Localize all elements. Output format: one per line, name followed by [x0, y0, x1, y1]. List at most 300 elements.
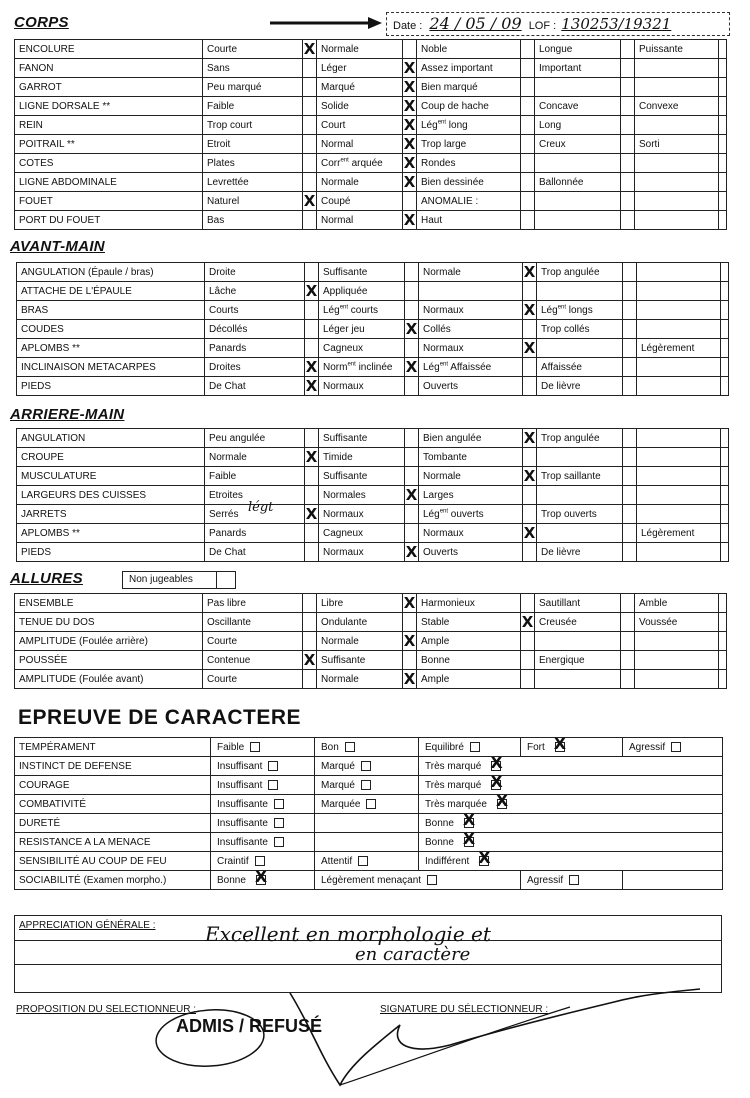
row-label: BRAS	[17, 301, 205, 320]
check-cell[interactable]: X	[303, 40, 316, 58]
check-cell[interactable]	[305, 339, 319, 358]
option-label: Faible	[217, 741, 245, 753]
option-label: Sans	[203, 59, 303, 78]
check-cell[interactable]	[305, 263, 319, 282]
check-cell[interactable]	[405, 467, 419, 486]
option-label: Levrettée	[203, 173, 303, 192]
check-cell[interactable]: X	[523, 524, 536, 542]
row-label: ANGULATION (Épaule / bras)	[17, 263, 205, 282]
check-cell[interactable]	[303, 135, 317, 154]
check-cell[interactable]: X	[523, 263, 536, 281]
option-label: Normal	[317, 135, 403, 154]
check-cell[interactable]	[721, 301, 729, 320]
table-row	[17, 524, 729, 543]
checkbox[interactable]	[358, 856, 368, 866]
option-label: Normales	[319, 486, 405, 505]
option-label: Creux	[535, 135, 621, 154]
checkbox[interactable]	[250, 742, 260, 752]
check-cell[interactable]	[719, 154, 727, 173]
check-cell[interactable]: X	[305, 377, 318, 395]
option-label: Lég$^{ent}$ Affaissée	[419, 358, 523, 377]
check-cell[interactable]	[405, 377, 419, 396]
check-cell[interactable]: X	[403, 594, 416, 612]
check-cell[interactable]	[405, 524, 419, 543]
row-label: JARRETS	[17, 505, 205, 524]
check-cell[interactable]	[521, 97, 535, 116]
check-cell[interactable]	[719, 78, 727, 97]
table-row	[15, 871, 723, 890]
table-row	[17, 377, 729, 396]
check-cell[interactable]	[405, 339, 419, 358]
check-cell[interactable]	[403, 651, 417, 670]
option-label: Court	[317, 116, 403, 135]
option-label: Serrés	[205, 505, 305, 524]
option-label: Rondes	[417, 154, 521, 173]
check-cell[interactable]: X	[405, 543, 418, 561]
option-label: Ondulante	[317, 613, 403, 632]
check-cell[interactable]: X	[523, 301, 536, 319]
option-cell	[315, 795, 419, 814]
table-row	[15, 173, 727, 192]
check-cell[interactable]	[621, 632, 635, 651]
check-cell[interactable]: X	[403, 632, 416, 650]
check-cell[interactable]	[305, 543, 319, 562]
check-cell[interactable]: X	[521, 613, 534, 631]
check-cell[interactable]	[303, 211, 317, 230]
option-label: Suffisante	[317, 651, 403, 670]
check-cell[interactable]	[621, 670, 635, 689]
checkbox[interactable]	[497, 799, 507, 809]
admis-circle-mark	[150, 1002, 270, 1072]
option-label: Indifférent	[425, 855, 470, 867]
check-cell[interactable]	[621, 651, 635, 670]
option-label: De Chat	[205, 377, 305, 396]
option-label: Etroites	[205, 486, 305, 505]
checkbox[interactable]	[268, 780, 278, 790]
option-label	[635, 192, 719, 211]
avant-main-table	[16, 262, 729, 396]
option-label: Décollés	[205, 320, 305, 339]
check-cell[interactable]	[521, 632, 535, 651]
check-cell[interactable]	[623, 486, 637, 505]
option-label: Voussée	[635, 613, 719, 632]
option-label	[635, 632, 719, 651]
check-cell[interactable]	[721, 448, 729, 467]
row-label: RESISTANCE A LA MENACE	[15, 833, 211, 852]
check-cell[interactable]	[521, 135, 535, 154]
row-label: ANGULATION	[17, 429, 205, 448]
appreciation-text-line2: en caractère	[355, 944, 471, 965]
checkbox[interactable]	[361, 761, 371, 771]
option-label: Panards	[205, 524, 305, 543]
option-cell	[521, 738, 623, 757]
row-label: PORT DU FOUET	[15, 211, 203, 230]
check-cell[interactable]	[721, 486, 729, 505]
option-label: Corr$^{ent}$ arquée	[317, 154, 403, 173]
row-label: FANON	[15, 59, 203, 78]
empty-cell	[623, 871, 723, 890]
check-cell[interactable]	[719, 670, 727, 689]
check-cell[interactable]	[623, 543, 637, 562]
row-label: PIEDS	[17, 377, 205, 396]
table-row	[15, 211, 727, 230]
check-cell[interactable]	[521, 78, 535, 97]
option-label: Haut	[417, 211, 521, 230]
check-cell[interactable]	[305, 486, 319, 505]
date-label: Date :	[393, 20, 423, 32]
check-cell[interactable]: X	[523, 339, 536, 357]
check-cell[interactable]	[303, 670, 317, 689]
check-cell[interactable]	[721, 543, 729, 562]
option-label: Concave	[535, 97, 621, 116]
table-row	[15, 757, 723, 776]
check-cell[interactable]	[721, 429, 729, 448]
option-label: Bien angulée	[419, 429, 523, 448]
option-cell	[211, 795, 315, 814]
non-jugeables-checkbox[interactable]	[216, 572, 235, 588]
check-cell[interactable]	[621, 192, 635, 211]
check-cell[interactable]	[719, 116, 727, 135]
table-row	[17, 320, 729, 339]
checkbox[interactable]	[491, 761, 501, 771]
check-cell[interactable]	[719, 97, 727, 116]
check-cell[interactable]	[719, 632, 727, 651]
option-label: Agressif	[629, 741, 666, 753]
check-cell[interactable]: X	[405, 486, 418, 504]
check-cell[interactable]	[523, 377, 537, 396]
option-label: Peu angulée	[205, 429, 305, 448]
option-label: Long	[535, 116, 621, 135]
check-cell[interactable]	[403, 613, 417, 632]
check-cell[interactable]	[303, 173, 317, 192]
option-cell	[315, 833, 419, 852]
check-cell[interactable]	[719, 135, 727, 154]
check-cell[interactable]	[721, 320, 729, 339]
option-label: Courte	[203, 670, 303, 689]
check-cell[interactable]	[719, 59, 727, 78]
option-label: Ballonnée	[535, 173, 621, 192]
check-cell[interactable]	[305, 429, 319, 448]
check-cell[interactable]	[721, 263, 729, 282]
check-cell[interactable]	[405, 301, 419, 320]
check-cell[interactable]	[721, 358, 729, 377]
row-label: AMPLITUDE (Foulée arrière)	[15, 632, 203, 651]
check-cell[interactable]	[521, 192, 535, 211]
option-label: Naturel	[203, 192, 303, 211]
checkbox[interactable]	[268, 761, 278, 771]
check-cell[interactable]	[721, 505, 729, 524]
check-cell[interactable]	[523, 320, 537, 339]
checkbox[interactable]	[255, 856, 265, 866]
check-cell[interactable]	[623, 282, 637, 301]
check-cell[interactable]: X	[403, 670, 416, 688]
checkbox[interactable]	[464, 837, 474, 847]
check-cell[interactable]	[623, 358, 637, 377]
option-label: Bien dessinée	[417, 173, 521, 192]
appreciation-label: APPRECIATION GÉNÉRALE :	[19, 920, 156, 931]
check-cell[interactable]: X	[403, 173, 416, 191]
check-cell[interactable]	[623, 320, 637, 339]
option-cell	[211, 852, 315, 871]
check-cell[interactable]	[719, 192, 727, 211]
checkbox[interactable]	[256, 875, 266, 885]
checkbox[interactable]	[345, 742, 355, 752]
check-cell[interactable]	[623, 429, 637, 448]
check-cell[interactable]	[623, 467, 637, 486]
check-cell[interactable]	[305, 301, 319, 320]
check-cell[interactable]	[405, 282, 419, 301]
checkbox[interactable]	[555, 742, 565, 752]
option-label: Très marqué	[425, 760, 482, 772]
option-label: Droite	[205, 263, 305, 282]
check-cell[interactable]	[521, 670, 535, 689]
check-cell[interactable]	[521, 211, 535, 230]
check-cell[interactable]	[719, 211, 727, 230]
option-label: Normale	[317, 40, 403, 59]
row-label: LARGEURS DES CUISSES	[17, 486, 205, 505]
check-cell[interactable]	[623, 301, 637, 320]
non-jugeables-label: Non jugeables	[129, 574, 193, 585]
table-row	[15, 40, 727, 59]
option-cell	[211, 871, 315, 890]
option-label: Collés	[419, 320, 523, 339]
checkbox[interactable]	[427, 875, 437, 885]
section-title-corps: CORPS	[14, 14, 69, 31]
check-cell[interactable]	[721, 524, 729, 543]
option-cell	[419, 738, 521, 757]
check-cell[interactable]: X	[305, 282, 318, 300]
option-cell	[211, 776, 315, 795]
check-cell[interactable]	[623, 263, 637, 282]
checkbox[interactable]	[569, 875, 579, 885]
option-label: Bonne	[425, 836, 454, 848]
option-label: Marqué	[317, 78, 403, 97]
check-cell[interactable]	[521, 173, 535, 192]
check-cell[interactable]	[621, 59, 635, 78]
option-label: Marqué	[321, 779, 355, 791]
check-cell[interactable]: X	[303, 192, 316, 210]
option-label: Droites	[205, 358, 305, 377]
check-cell[interactable]: X	[305, 448, 318, 466]
check-cell[interactable]: X	[403, 97, 416, 115]
option-label: Amble	[635, 594, 719, 613]
row-label: ENCOLURE	[15, 40, 203, 59]
option-label: Solide	[317, 97, 403, 116]
option-label: Assez important	[417, 59, 521, 78]
option-cell	[419, 852, 723, 871]
check-cell[interactable]: X	[403, 211, 416, 229]
check-cell[interactable]	[305, 320, 319, 339]
check-cell[interactable]: X	[405, 358, 418, 376]
check-cell[interactable]: X	[405, 320, 418, 338]
option-label: Marqué	[321, 760, 355, 772]
check-cell[interactable]	[523, 358, 537, 377]
check-cell[interactable]	[719, 594, 727, 613]
option-label: Agressif	[527, 874, 564, 886]
checkbox[interactable]	[274, 818, 284, 828]
check-cell[interactable]: X	[403, 154, 416, 172]
check-cell[interactable]	[305, 524, 319, 543]
option-label	[419, 282, 523, 301]
check-cell[interactable]	[305, 467, 319, 486]
check-cell[interactable]	[623, 448, 637, 467]
checkbox[interactable]	[479, 856, 489, 866]
checkbox[interactable]	[274, 837, 284, 847]
check-cell[interactable]	[303, 116, 317, 135]
check-cell[interactable]	[521, 651, 535, 670]
option-label: Suffisante	[319, 263, 405, 282]
check-cell[interactable]	[521, 154, 535, 173]
table-row	[17, 339, 729, 358]
option-label: Affaissée	[537, 358, 623, 377]
table-row	[17, 301, 729, 320]
option-label: Normal	[317, 211, 403, 230]
option-label: Bas	[203, 211, 303, 230]
section-title-avant-main: AVANT-MAIN	[10, 238, 105, 255]
check-cell[interactable]	[621, 211, 635, 230]
check-cell[interactable]	[623, 377, 637, 396]
option-label	[537, 486, 623, 505]
check-cell[interactable]	[721, 282, 729, 301]
check-cell[interactable]	[623, 339, 637, 358]
check-cell[interactable]	[623, 505, 637, 524]
check-cell[interactable]	[621, 78, 635, 97]
option-label: Normaux	[419, 301, 523, 320]
option-label: Appliquée	[319, 282, 405, 301]
row-label: TENUE DU DOS	[15, 613, 203, 632]
option-cell	[211, 738, 315, 757]
row-label: DURETÉ	[15, 814, 211, 833]
check-cell[interactable]	[405, 448, 419, 467]
check-cell[interactable]	[721, 339, 729, 358]
option-label: Trop saillante	[537, 467, 623, 486]
check-cell[interactable]	[523, 543, 537, 562]
check-cell[interactable]	[403, 40, 417, 59]
check-cell[interactable]: X	[523, 467, 536, 485]
check-cell[interactable]	[719, 651, 727, 670]
option-label	[637, 467, 721, 486]
checkbox[interactable]	[671, 742, 681, 752]
option-label: ANOMALIE :	[417, 192, 521, 211]
check-cell[interactable]	[721, 377, 729, 396]
check-cell[interactable]	[621, 154, 635, 173]
check-cell[interactable]	[521, 59, 535, 78]
check-cell[interactable]	[405, 429, 419, 448]
check-cell[interactable]	[521, 116, 535, 135]
check-cell[interactable]: X	[403, 59, 416, 77]
checkbox[interactable]	[274, 799, 284, 809]
check-cell[interactable]	[521, 40, 535, 59]
check-cell[interactable]	[303, 632, 317, 651]
option-label	[637, 505, 721, 524]
checkbox[interactable]	[366, 799, 376, 809]
option-cell	[419, 814, 723, 833]
option-label	[535, 78, 621, 97]
check-cell[interactable]	[621, 173, 635, 192]
row-label: APLOMBS **	[17, 524, 205, 543]
arriere-main-table	[16, 428, 729, 562]
check-cell[interactable]	[621, 594, 635, 613]
table-row	[17, 263, 729, 282]
check-cell[interactable]	[303, 97, 317, 116]
check-cell[interactable]	[719, 613, 727, 632]
check-cell[interactable]	[523, 505, 537, 524]
checkbox[interactable]	[491, 780, 501, 790]
option-label: Cagneux	[319, 339, 405, 358]
option-label	[635, 670, 719, 689]
option-label	[635, 211, 719, 230]
check-cell[interactable]	[523, 486, 537, 505]
check-cell[interactable]	[621, 613, 635, 632]
row-label: POITRAIL **	[15, 135, 203, 154]
section-title-allures: ALLURES	[10, 570, 83, 587]
check-cell[interactable]	[521, 594, 535, 613]
check-cell[interactable]	[621, 40, 635, 59]
check-cell[interactable]	[719, 40, 727, 59]
lof-label: LOF :	[528, 20, 557, 32]
row-label: PIEDS	[17, 543, 205, 562]
check-cell[interactable]	[303, 154, 317, 173]
check-cell[interactable]	[303, 59, 317, 78]
check-cell[interactable]	[303, 78, 317, 97]
table-row	[17, 543, 729, 562]
option-label: Normale	[317, 670, 403, 689]
check-cell[interactable]	[405, 263, 419, 282]
checkbox[interactable]	[361, 780, 371, 790]
option-label: Etroit	[203, 135, 303, 154]
check-cell[interactable]: X	[305, 358, 318, 376]
option-label: Creusée	[535, 613, 621, 632]
table-row	[15, 154, 727, 173]
check-cell[interactable]	[523, 282, 537, 301]
option-label	[635, 154, 719, 173]
check-cell[interactable]: X	[403, 135, 416, 153]
option-label: Fort	[527, 741, 545, 753]
option-label: Trop angulée	[537, 263, 623, 282]
check-cell[interactable]	[719, 173, 727, 192]
option-label: Léger	[317, 59, 403, 78]
check-cell[interactable]: X	[305, 505, 318, 523]
option-cell	[315, 871, 521, 890]
check-cell[interactable]	[523, 448, 537, 467]
option-label	[537, 524, 623, 543]
check-cell[interactable]	[621, 135, 635, 154]
check-cell[interactable]	[405, 505, 419, 524]
check-cell[interactable]	[403, 192, 417, 211]
check-cell[interactable]: X	[303, 651, 316, 669]
option-label: Trop large	[417, 135, 521, 154]
check-cell[interactable]: X	[403, 116, 416, 134]
row-label: AMPLITUDE (Foulée avant)	[15, 670, 203, 689]
check-cell[interactable]	[721, 467, 729, 486]
checkbox[interactable]	[470, 742, 480, 752]
check-cell[interactable]	[621, 116, 635, 135]
check-cell[interactable]: X	[403, 78, 416, 96]
check-cell[interactable]	[303, 613, 317, 632]
option-label: Timide	[319, 448, 405, 467]
check-cell[interactable]: X	[523, 429, 536, 447]
table-row	[15, 135, 727, 154]
option-label: Normaux	[419, 339, 523, 358]
option-label: Très marquée	[425, 798, 487, 810]
check-cell[interactable]	[621, 97, 635, 116]
option-label: Normale	[419, 467, 523, 486]
check-cell[interactable]	[623, 524, 637, 543]
row-label: INCLINAISON METACARPES	[17, 358, 205, 377]
option-label: Noble	[417, 40, 521, 59]
check-cell[interactable]	[303, 594, 317, 613]
checkbox[interactable]	[464, 818, 474, 828]
